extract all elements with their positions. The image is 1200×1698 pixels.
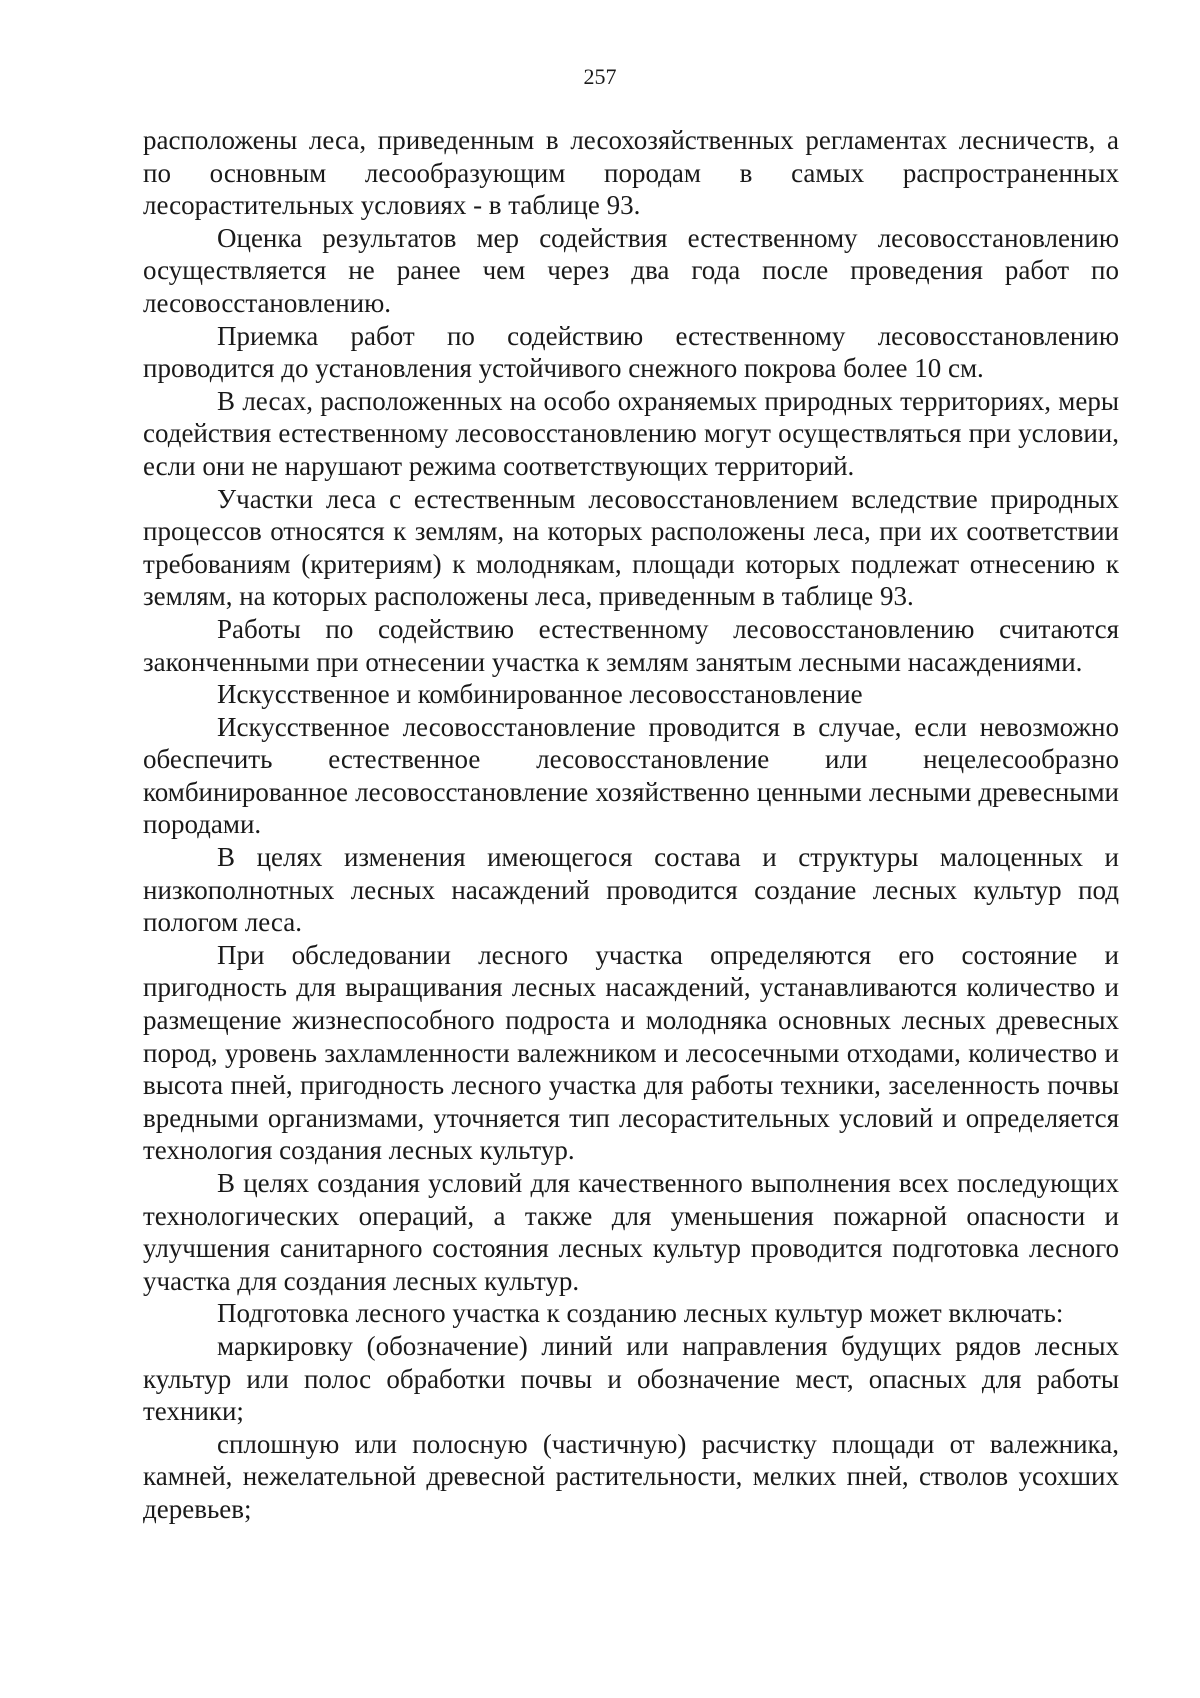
paragraph-8: Искусственное лесовосстановление проводится в случае, если невозможно обеспечить естественное лесовосстановление или нецелесообразно комбинированное лесовосстановление хозяйственно ценными лесными древесными породами. bbox=[143, 711, 1119, 840]
paragraph-1: расположены леса, приведенным в лесохозяйственных регламентах лесничеств, а по основным лесообразующим породам в самых распространенных лесорастительных условиях - в таблице 93. bbox=[143, 125, 1119, 221]
list-item-2: сплошную или полосную (частичную) расчистку площади от валежника, камней, нежелательной древесной растительности, мелких пней, стволов усохших деревьев; bbox=[143, 1428, 1119, 1524]
paragraph-2: Оценка результатов мер содействия естественному лесовосстановлению осуществляется не ранее чем через два года после проведения работ по лесовосстановлению. bbox=[143, 222, 1119, 318]
paragraph-3: Приемка работ по содействию естественному лесовосстановлению проводится до установления устойчивого снежного покрова более 10 см. bbox=[143, 320, 1119, 384]
body-text bbox=[143, 124, 1119, 1526]
paragraph-9: В целях изменения имеющегося состава и структуры малоценных и низкополнотных лесных насаждений проводится создание лесных культур под пологом леса. bbox=[143, 842, 1119, 938]
paragraph-6: Работы по содействию естественному лесовосстановлению считаются законченными при отнесении участка к землям занятым лесными насаждениями. bbox=[143, 613, 1119, 677]
paragraph-12: Подготовка лесного участка к созданию лесных культур может включать: bbox=[217, 1298, 1064, 1329]
section-heading: Искусственное и комбинированное лесовосстановление bbox=[217, 679, 863, 710]
paragraph-4: В лесах, расположенных на особо охраняемых природных территориях, меры содействия естественному лесовосстановлению могут осуществляться при условии, если они не нарушают режима соответствующих территорий. bbox=[143, 385, 1119, 481]
paragraph-10: При обследовании лесного участка определяются его состояние и пригодность для выращивания лесных насаждений, устанавливаются количество и размещение жизнеспособного подроста и молодняка основных лесных древесных пород, уровень захламленности валежником и лесосечными отходами, количество и высота пней, пригодность лесного участка для работы техники, заселенность почвы вредными организмами, уточняется тип лесорастительных условий и определяется технология создания лесных культур. bbox=[143, 939, 1119, 1166]
list-item-1: маркировку (обозначение) линий или направления будущих рядов лесных культур или полос обработки почвы и обозначение мест, опасных для работы техники; bbox=[143, 1330, 1119, 1427]
paragraph-11: В целях создания условий для качественного выполнения всех последующих технологических операций, а также для уменьшения пожарной опасности и улучшения санитарного состояния лесных культур проводится подготовка лесного участка для создания лесных культур. bbox=[143, 1168, 1119, 1296]
paragraph-5: Участки леса с естественным лесовосстановлением вследствие природных процессов относятся к землям, на которых расположены леса, при их соответствии требованиям (критериям) к молоднякам, площади которых подлежат отнесению к землям, на которых расположены леса, приведенным в таблице 93. bbox=[143, 483, 1119, 612]
page-number: 257 bbox=[583, 64, 617, 89]
